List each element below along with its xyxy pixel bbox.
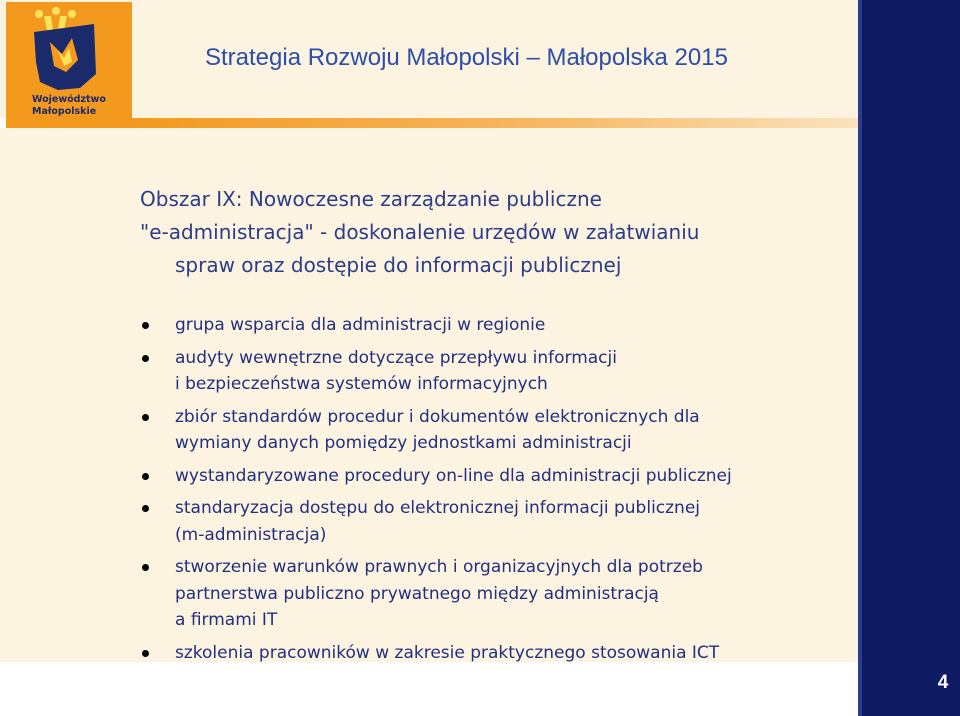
- bullet-item: [140, 404, 840, 457]
- bullet-line: zbiór standardów procedur i dokumentów elektronicznych dla: [175, 406, 700, 427]
- bullet-line: wymiany danych pomiędzy jednostkami administracji: [175, 433, 632, 453]
- section-title-line-3: spraw oraz dostępie do informacji publicznej: [175, 253, 622, 277]
- bullet-line: a firmami IT: [175, 610, 278, 630]
- header-rule: [132, 118, 858, 128]
- bullet-line: stworzenie warunków prawnych i organizacyjnych dla potrzeb: [175, 557, 703, 577]
- page-number: 4: [937, 672, 949, 693]
- bullet-item: [140, 495, 840, 548]
- logo-line-2: Małopolskie: [32, 106, 97, 117]
- logo: [6, 2, 132, 128]
- bullet-line: wystandaryzowane procedury on-line dla administracji publicznej: [175, 465, 732, 486]
- bullet-line: partnerstwa publiczno prywatnego między administracją: [175, 583, 659, 604]
- bullet-line: szkolenia pracowników w zakresie praktycznego stosowania ICT: [175, 642, 720, 663]
- bullet-list: [140, 312, 840, 672]
- right-sidebar-bar: [858, 0, 960, 716]
- bullet-item: [140, 554, 840, 634]
- page-title: Strategia Rozwoju Małopolski – Małopolska 2015: [205, 44, 728, 71]
- bullet-item: [140, 345, 840, 398]
- bullet-item: [140, 312, 840, 339]
- bullet-line: audyty wewnętrzne dotyczące przepływu informacji: [175, 347, 617, 368]
- bullet-item: [140, 463, 840, 490]
- bullet-item: [140, 640, 840, 667]
- section-title-line-1: Obszar IX: Nowoczesne zarządzanie publiczne: [140, 187, 602, 211]
- logo-line-1: Województwo: [32, 94, 106, 105]
- bullet-line: standaryzacja dostępu do elektronicznej informacji publicznej: [175, 498, 701, 518]
- bullet-line: i bezpieczeństwa systemów informacyjnych: [175, 374, 548, 394]
- section-title-line-2: "e-administracja" - doskonalenie urzędów w załatwianiu: [140, 220, 700, 244]
- section-title: [140, 183, 840, 282]
- bullet-line: grupa wsparcia dla administracji w regionie: [175, 315, 546, 335]
- bullet-line: (m-administracja): [175, 524, 327, 545]
- right-sidebar-accent: [858, 0, 862, 716]
